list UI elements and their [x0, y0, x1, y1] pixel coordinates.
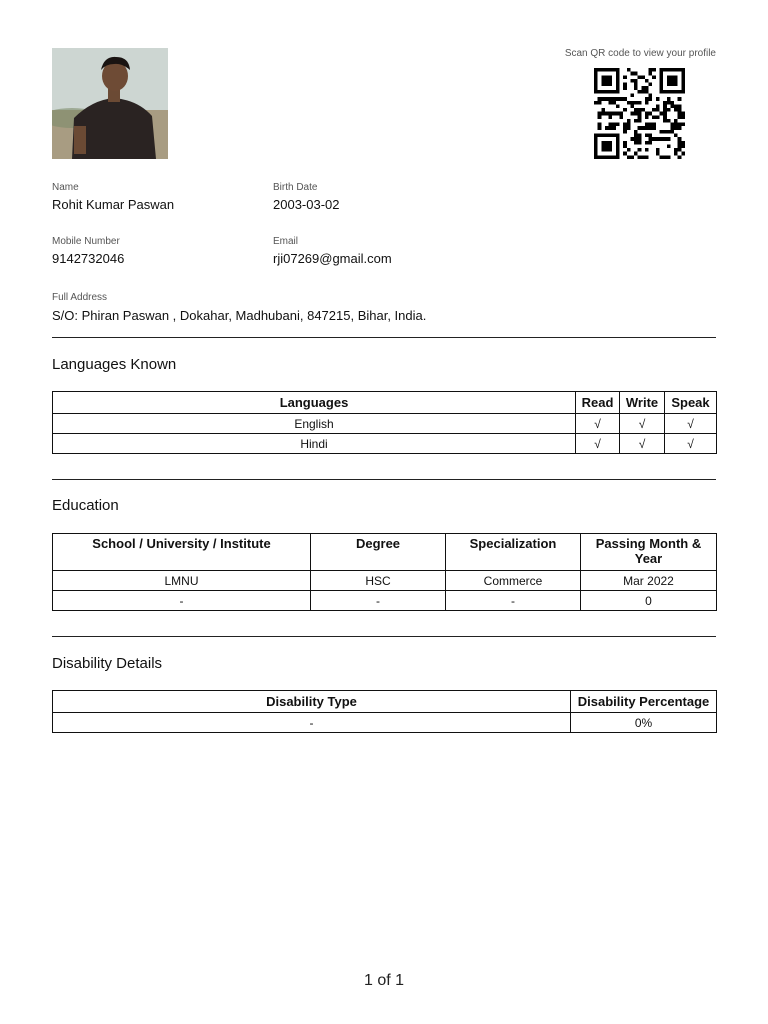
- qr-caption: Scan QR code to view your profile: [564, 48, 716, 59]
- table-cell: Commerce: [446, 571, 581, 591]
- table-row: [53, 571, 717, 591]
- profile-photo: [52, 48, 168, 159]
- column-header: Read: [576, 392, 620, 414]
- divider: [52, 337, 716, 338]
- table-cell: 0: [581, 591, 717, 611]
- languages-section-title: Languages Known: [52, 356, 177, 373]
- mobile-label: Mobile Number: [52, 236, 120, 247]
- address-value: S/O: Phiran Paswan , Dokahar, Madhubani, 847215, Bihar, India.: [52, 308, 427, 323]
- table-cell: -: [311, 591, 446, 611]
- table-row: [53, 591, 717, 611]
- table-cell: -: [446, 591, 581, 611]
- birth-date-label: Birth Date: [273, 182, 318, 193]
- table-cell: √: [576, 414, 620, 434]
- table-cell: LMNU: [53, 571, 311, 591]
- mobile-value: 9142732046: [52, 251, 125, 266]
- column-header: Speak: [665, 392, 717, 414]
- education-table: [52, 533, 717, 611]
- disability-table: [52, 690, 717, 733]
- person-silhouette-icon: [52, 48, 168, 159]
- table-cell: -: [53, 591, 311, 611]
- table-cell: Hindi: [53, 434, 576, 454]
- table-row: [53, 434, 717, 454]
- column-header: Write: [620, 392, 665, 414]
- column-header: Languages: [53, 392, 576, 414]
- table-row: [53, 713, 717, 733]
- disability-section-title: Disability Details: [52, 655, 163, 672]
- column-header: Degree: [311, 534, 446, 571]
- table-header-row: [53, 691, 717, 713]
- table-cell: √: [665, 434, 717, 454]
- name-label: Name: [52, 182, 79, 193]
- table-cell: √: [576, 434, 620, 454]
- table-cell: √: [620, 434, 665, 454]
- table-cell: Mar 2022: [581, 571, 717, 591]
- name-value: Rohit Kumar Paswan: [52, 197, 175, 212]
- page-number: 1 of 1: [363, 972, 405, 989]
- column-header: Passing Month & Year: [581, 534, 717, 571]
- divider: [52, 479, 716, 480]
- table-row: [53, 414, 717, 434]
- column-header: Specialization: [446, 534, 581, 571]
- table-cell: -: [53, 713, 571, 733]
- education-section-title: Education: [52, 497, 119, 514]
- table-header-row: [53, 392, 717, 414]
- birth-date-value: 2003-03-02: [273, 197, 340, 212]
- divider: [52, 636, 716, 637]
- languages-table: [52, 391, 717, 454]
- table-cell: √: [665, 414, 717, 434]
- column-header: Disability Percentage: [571, 691, 717, 713]
- email-label: Email: [273, 236, 299, 247]
- email-value: rji07269@gmail.com: [273, 251, 392, 266]
- address-label: Full Address: [52, 292, 108, 303]
- column-header: School / University / Institute: [53, 534, 311, 571]
- column-header: Disability Type: [53, 691, 571, 713]
- table-header-row: [53, 534, 717, 571]
- qr-code-icon: [592, 68, 687, 159]
- table-cell: √: [620, 414, 665, 434]
- table-cell: 0%: [571, 713, 717, 733]
- table-cell: HSC: [311, 571, 446, 591]
- table-cell: English: [53, 414, 576, 434]
